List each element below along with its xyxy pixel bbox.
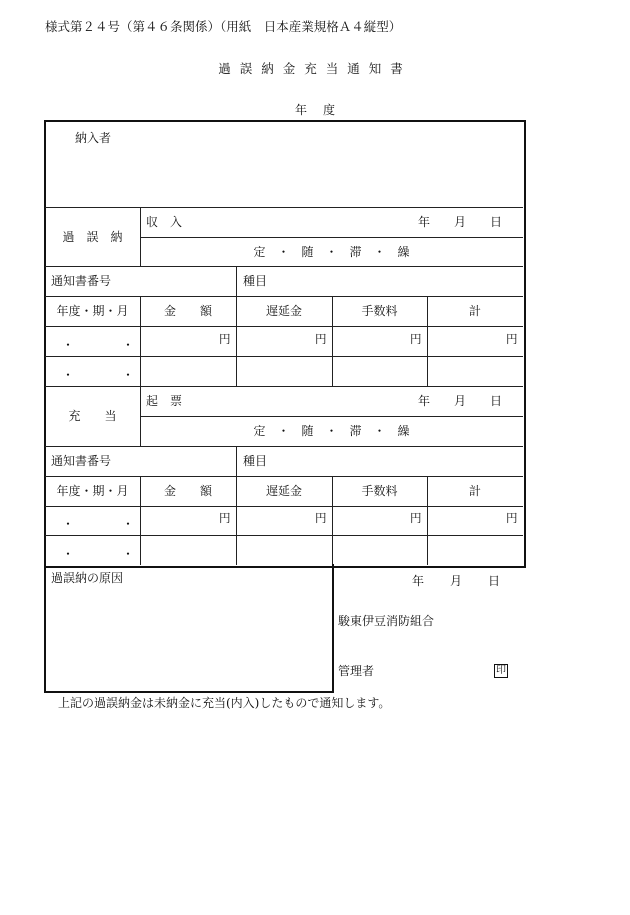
allocation-categories: 定 ・ 随 ・ 滞 ・ 繰 <box>253 424 410 438</box>
yen-unit: 円 <box>506 511 518 525</box>
fiscal-year-do: 度 <box>323 103 336 117</box>
col-divider <box>140 386 141 446</box>
yen-unit: 円 <box>219 332 231 346</box>
fiscal-year-nen: 年 <box>294 103 307 117</box>
column-header-total: 計 <box>468 484 481 498</box>
date-year: 年 <box>418 394 431 408</box>
yen-unit: 円 <box>219 511 231 525</box>
item-label: 種目 <box>243 454 268 468</box>
date-day: 日 <box>490 394 503 408</box>
overpayment-categories: 定 ・ 随 ・ 滞 ・ 繰 <box>253 245 410 259</box>
date-month: 月 <box>450 574 463 588</box>
seal-mark: 印 <box>496 665 506 676</box>
fiscal-year <box>0 104 630 116</box>
row-divider <box>45 207 523 208</box>
col-divider <box>236 446 237 476</box>
row-divider <box>45 386 523 387</box>
row-divider <box>45 266 523 267</box>
yen-unit: 円 <box>506 332 518 346</box>
yen-unit: 円 <box>410 511 422 525</box>
notice-number-label: 通知書番号 <box>51 454 112 468</box>
issuer-organization: 駿東伊豆消防組合 <box>338 614 435 628</box>
item-label: 種目 <box>243 274 268 288</box>
reason-label: 過誤納の原因 <box>51 571 124 585</box>
date-day: 日 <box>490 215 503 229</box>
column-header-late-fee: 遅延金 <box>265 484 302 498</box>
column-header-amount: 金 額 <box>163 304 212 318</box>
issue-date <box>412 575 500 587</box>
column-header-total: 計 <box>468 304 481 318</box>
row-divider <box>45 356 523 357</box>
row-divider <box>45 506 523 507</box>
date-day: 日 <box>488 574 501 588</box>
row-divider <box>140 237 523 238</box>
document-title: 過誤納金充当通知書 <box>218 61 412 76</box>
period-dots: ・ ・ <box>62 338 135 352</box>
receipt-date <box>418 216 502 228</box>
notice-number-label: 通知書番号 <box>51 274 112 288</box>
draft-label: 起 票 <box>146 394 183 408</box>
column-header-fee: 手数料 <box>361 484 398 498</box>
column-header-period: 年度・期・月 <box>56 304 129 318</box>
period-dots: ・ ・ <box>62 517 135 531</box>
col-divider <box>236 266 237 296</box>
row-divider <box>45 476 523 477</box>
manager-label: 管理者 <box>338 664 375 678</box>
period-dots: ・ ・ <box>62 368 135 382</box>
date-year: 年 <box>412 574 425 588</box>
row-divider <box>45 446 523 447</box>
payer-label: 納入者 <box>75 131 112 145</box>
date-month: 月 <box>454 215 467 229</box>
overpayment-label: 過 誤 納 <box>62 230 123 244</box>
column-header-late-fee: 遅延金 <box>265 304 302 318</box>
column-header-period: 年度・期・月 <box>56 484 129 498</box>
date-year: 年 <box>418 215 431 229</box>
yen-unit: 円 <box>315 332 327 346</box>
allocation-label: 充 当 <box>68 409 117 423</box>
row-divider <box>140 416 523 417</box>
period-dots: ・ ・ <box>62 547 135 561</box>
date-month: 月 <box>454 394 467 408</box>
receipt-label: 収 入 <box>146 215 183 229</box>
footer-note: 上記の過誤納金は未納金に充当(内入)したもので通知します。 <box>58 696 391 710</box>
row-divider <box>45 535 523 536</box>
row-divider <box>45 296 523 297</box>
form-number: 様式第２４号（第４６条関係）（用紙 日本産業規格Ａ４縦型） <box>45 19 402 34</box>
column-header-amount: 金 額 <box>163 484 212 498</box>
draft-date <box>418 395 502 407</box>
column-header-fee: 手数料 <box>361 304 398 318</box>
yen-unit: 円 <box>315 511 327 525</box>
row-divider <box>45 326 523 327</box>
yen-unit: 円 <box>410 332 422 346</box>
